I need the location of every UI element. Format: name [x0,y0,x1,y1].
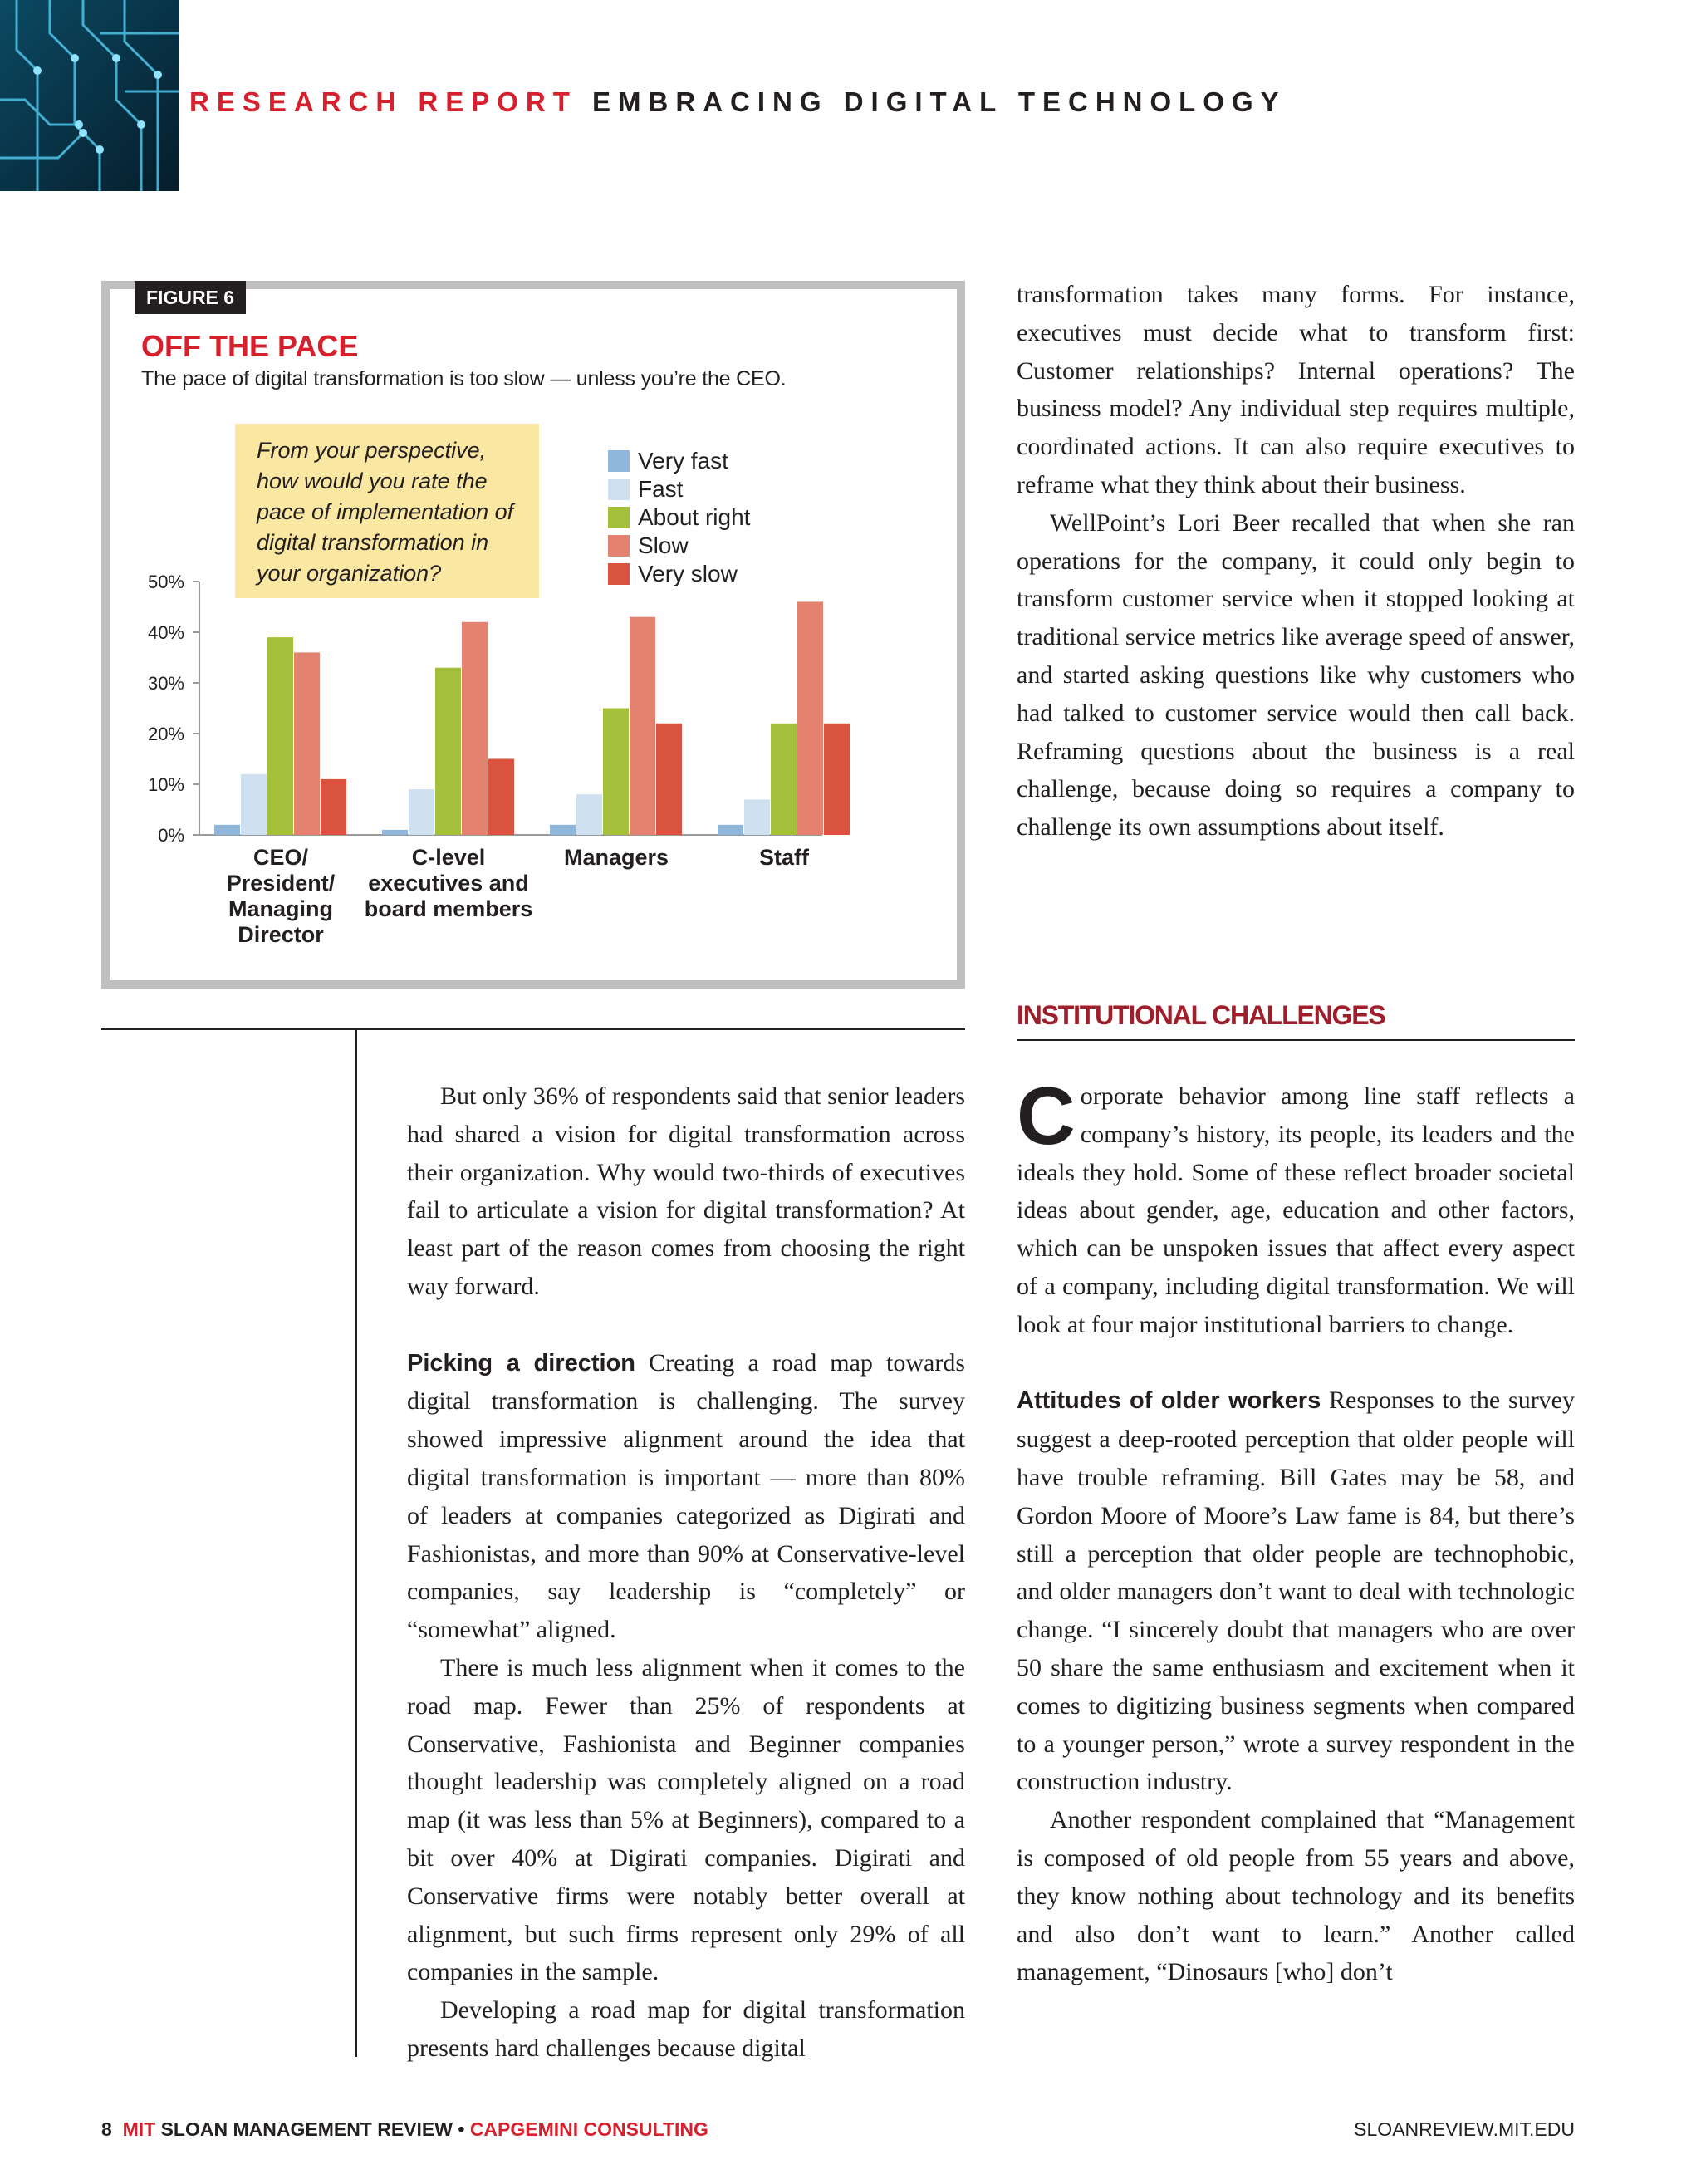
footer-partner: CAPGEMINI CONSULTING [469,2118,708,2140]
legend-label: Very fast [638,448,728,474]
legend-item [608,447,750,475]
paragraph: There is much less alignment when it comes to the road map. Fewer than 25% of respondents at Conservative, Fashionista and Beginner companies thought leadership was completely aligned on a road map (it was less than 5% at Beginners), compared to a bit over 40% at Digirati companies. Digirati and Conservative firms were notably better overall at alignment, but such firms represent only 29% of all companies in the sample. [407,1653,965,1986]
legend-label: About right [638,504,751,530]
x-tick-label: Staff [759,845,809,870]
bar [435,668,461,835]
question-line: digital transformation in [257,530,489,555]
run-in-heading: Attitudes of older workers [1017,1387,1321,1415]
column-divider-horizontal [101,1028,965,1030]
x-tick-label: CEO/ [252,845,309,870]
x-tick-label: President/ [226,871,336,896]
page-number: 8 [101,2118,112,2140]
legend-item [608,503,750,532]
report-header [189,86,1287,118]
x-tick-label: executives and [368,871,529,896]
bar [576,794,602,835]
figure-title: OFF THE PACE [141,329,359,363]
x-tick-label: board members [364,896,533,921]
bar-chart [133,565,880,964]
column-divider-vertical [355,1028,357,2057]
left-column [407,1077,965,2068]
bar [409,789,434,835]
section-heading: INSTITUTIONAL CHALLENGES [1017,1000,1575,1041]
x-tick-label: Managing [228,896,333,921]
y-tick-label: 30% [147,673,184,694]
bar [488,759,514,836]
legend-item [608,475,750,503]
x-tick-label: Director [238,922,324,947]
footer-mit: MIT [122,2118,156,2140]
bar [321,779,346,835]
bar [382,830,408,835]
question-line: From your perspective, [257,438,487,463]
x-tick-label: Managers [563,845,669,870]
paragraph-text: orporate behavior among line staff reflects a company’s history, its people, its leaders and the ideals they hold. Some of these reflect broader societal ideas about gender, age, education and other factors, which can be unspoken issues that affect every aspect of a company, including digital transformation. We will look at four major institutional barriers to change. [1017,1082,1575,1338]
header-section: RESEARCH REPORT [189,86,577,117]
y-tick-label: 10% [147,774,184,795]
bar [241,774,267,835]
bar [771,724,797,835]
paragraph [1017,1070,1575,1344]
drop-cap: C [1017,1070,1076,1161]
paragraph [1017,1382,1575,1801]
question-line: pace of implementation of [257,499,514,524]
legend-item [608,532,750,560]
x-tick-label: C-level [411,845,486,870]
figure-subtitle: The pace of digital transformation is too slow — unless you’re the CEO. [141,367,787,390]
footer-publication [101,2118,708,2141]
bar [603,709,629,836]
legend-swatch [608,535,630,557]
legend-label: Slow [638,533,689,558]
paragraph: Developing a road map for digital transformation presents hard challenges because digital [407,1996,965,2062]
bar [550,825,576,835]
paragraph-text: Responses to the survey suggest a deep-rooted perception that older people will have trouble reframing. Bill Gates may be 58, and Gordon Moore of Moore’s Law fame is 84, but there’s still a perception that older people are technophobic, and older managers don’t want to deal with technologic change. “I sincerely doubt that managers who are over 50 share the same enthusiasm and excitement when it comes to digitizing business segments when compared to a younger person,” wrote a survey respondent in the construction industry. [1017,1386,1575,1796]
bar [744,799,770,835]
legend-label: Fast [638,476,684,502]
bar [267,637,293,835]
footer-publication-name: SLOAN MANAGEMENT REVIEW • [160,2118,465,2140]
legend-swatch [608,450,630,472]
paragraph: WellPoint’s Lori Beer recalled that when she ran operations for the company, it could only begin to transform customer service when it stopped looking at traditional service metrics like average speed of answer, and started asking questions like why customers who had talked to customer service would then call back. Reframing questions about the business is a real challenge, because doing so requires a company to challenge its own assumptions about itself. [1017,508,1575,842]
bar [294,652,320,835]
figure-label: FIGURE 6 [135,281,246,314]
circuit-board-image [0,0,179,191]
bar [630,617,655,835]
right-column-top [1017,276,1575,847]
bar [824,724,850,835]
bar [462,622,488,835]
paragraph: transformation takes many forms. For instance, executives must decide what to transform first: Customer relationships? Internal operations? The business model? Any individual step requires multiple, coordinated actions. It can also require executives to reframe what they think about their business. [1017,281,1575,498]
footer-website: SLOANREVIEW.MIT.EDU [1354,2118,1575,2140]
bar [718,825,743,835]
run-in-heading: Picking a direction [407,1349,636,1377]
y-tick-label: 50% [147,572,184,592]
bar [656,724,682,835]
bar [797,601,823,835]
paragraph [407,1344,965,1649]
paragraph: Another respondent complained that “Management is composed of old people from 55 years and above, they know nothing about technology and its benefits and also don’t want to learn.” Another called management, “Dinosaurs [who] don’t [1017,1806,1575,1986]
y-tick-label: 20% [147,724,184,744]
right-column-bottom [1017,1070,1575,1991]
paragraph-text: Creating a road map towards digital transformation is challenging. The survey showed impressive alignment around the idea that digital transformation is important — more than 80% of leaders at companies categorized as Digirati and Fashionistas, and more than 90% at Conservative-level companies, say leadership is “completely” or “somewhat” aligned. [407,1348,965,1644]
legend-swatch [608,507,630,528]
header-title: EMBRACING DIGITAL TECHNOLOGY [592,86,1287,117]
legend-label: Very slow [638,561,738,586]
legend-swatch [608,479,630,500]
y-tick-label: 0% [158,825,184,846]
paragraph: But only 36% of respondents said that senior leaders had shared a vision for digital transformation across their organization. Why would two-thirds of executives fail to articulate a vision for digital transformation? At least part of the reason comes from choosing the right way forward. [407,1082,965,1300]
bar [214,825,240,835]
y-tick-label: 40% [147,622,184,643]
question-line: your organization? [257,561,442,586]
question-line: how would you rate the [257,469,488,493]
